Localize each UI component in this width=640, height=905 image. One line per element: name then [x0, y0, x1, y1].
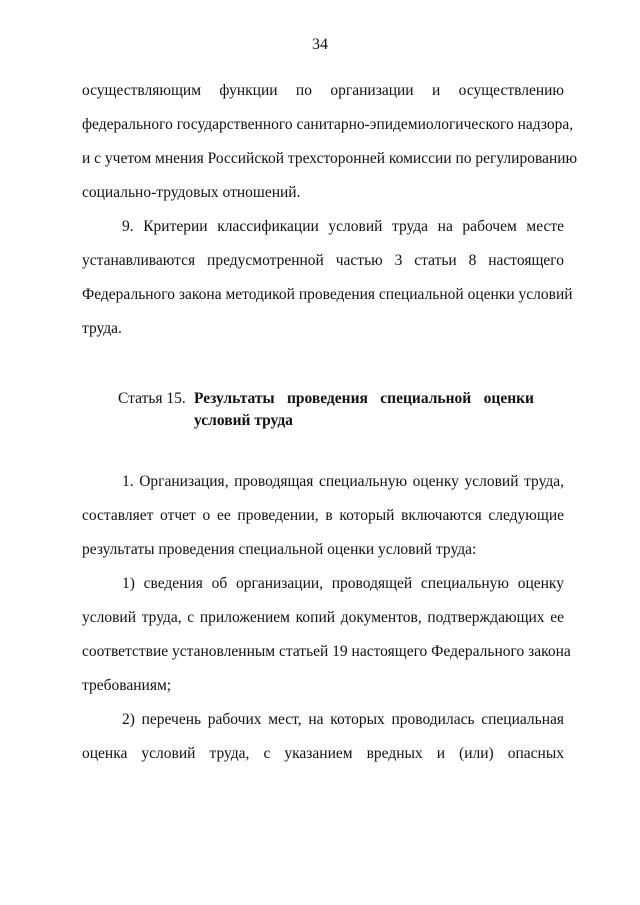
article-title-line: условий труда: [194, 412, 293, 429]
text-line: устанавливаются предусмотренной частью 3 статьи 8 настоящего: [82, 252, 564, 269]
list-item-2: [82, 703, 564, 771]
text-line: федерального государственного санитарно-эпидемиологического надзора,: [82, 116, 574, 133]
text-line: и с учетом мнения Российской трехсторонней комиссии по регулированию: [82, 150, 578, 167]
paragraph-continuation: [82, 74, 578, 210]
paragraph-criteria: [82, 210, 573, 346]
article-label: Статья 15.: [118, 390, 186, 407]
text-line: условий труда, с приложением копий документов, подтверждающих ее: [82, 609, 564, 626]
text-line: осуществляющим функции по организации и осуществлению: [82, 82, 564, 99]
text-line: социально-трудовых отношений.: [82, 184, 301, 201]
list-item-1: [82, 567, 571, 703]
text-line: соответствие установленным статьей 19 настоящего Федерального закона: [82, 643, 571, 660]
text-line: оценка условий труда, с указанием вредных и (или) опасных: [82, 745, 564, 762]
text-line: результаты проведения специальной оценки условий труда:: [82, 541, 477, 558]
page-number: 34: [312, 36, 328, 53]
paragraph-report: [82, 465, 564, 567]
text-line: составляет отчет о ее проведении, в который включаются следующие: [82, 507, 564, 524]
text-line: 1. Организация, проводящая специальную оценку условий труда,: [122, 473, 564, 490]
text-line: 2) перечень рабочих мест, на которых проводилась специальная: [122, 711, 564, 728]
article-title: [194, 388, 534, 432]
text-line: Федерального закона методикой проведения специальной оценки условий: [82, 286, 573, 303]
article-title-line: Результаты проведения специальной оценки: [194, 390, 534, 407]
text-line: труда.: [82, 320, 122, 337]
text-line: 1) сведения об организации, проводящей специальную оценку: [122, 575, 564, 592]
text-line: 9. Критерии классификации условий труда на рабочем месте: [122, 218, 564, 235]
text-line: требованиям;: [82, 677, 172, 694]
